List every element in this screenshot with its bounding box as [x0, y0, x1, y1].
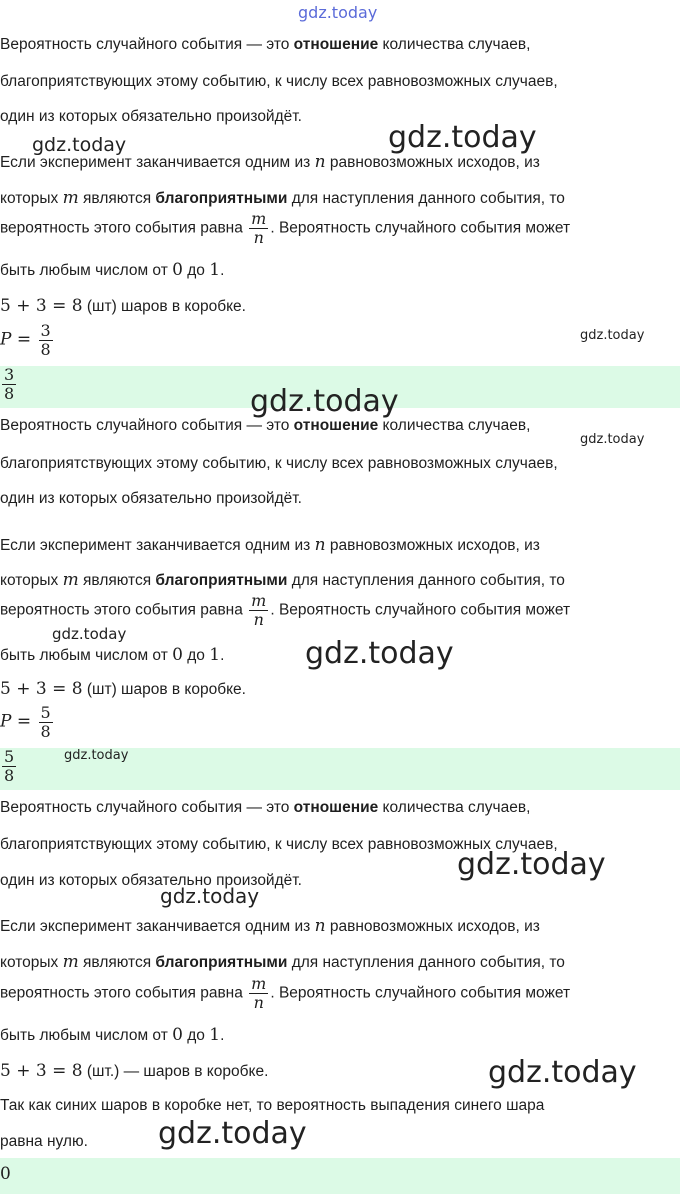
experiment-line: Если эксперимент заканчивается одним из n равновозможных исходов, из	[0, 916, 540, 936]
watermark: gdz.today	[580, 328, 645, 343]
watermark: gdz.today	[580, 432, 645, 447]
answer-box: $\frac{5}{8}$	[0, 748, 680, 790]
sum-line: 5 + 3 = 8 (шт) шаров в коробке.	[0, 679, 246, 699]
experiment-line: которых m являются благоприятными для наступления данного события, то	[0, 188, 565, 208]
watermark: gdz.today	[305, 636, 454, 671]
probability-fraction: $\frac{m}{n}$	[251, 209, 267, 247]
experiment-line: вероятность этого события равна $\frac{m}{n}$ . Вероятность случайного события может	[0, 591, 571, 629]
watermark: gdz.today	[488, 1055, 637, 1090]
definition-line: благоприятствующих этому событию, к числу всех равновозможных случаев,	[0, 455, 558, 472]
watermark: gdz.today	[457, 847, 606, 882]
conclusion-line: равна нулю.	[0, 1133, 88, 1150]
probability-line: P = $\frac{3}{8}$	[0, 321, 51, 359]
sum-line: 5 + 3 = 8 (шт) шаров в коробке.	[0, 296, 246, 316]
experiment-line: которых m являются благоприятными для наступления данного события, то	[0, 952, 565, 972]
probability-line: P = $\frac{5}{8}$	[0, 703, 51, 741]
definition-line: один из которых обязательно произойдёт.	[0, 490, 302, 507]
watermark: gdz.today	[32, 134, 127, 156]
sum-line: 5 + 3 = 8 (шт.) — шаров в коробке.	[0, 1061, 269, 1081]
watermark: gdz.today	[158, 1116, 307, 1151]
watermark: gdz.today	[388, 120, 537, 155]
probability-fraction: $\frac{m}{n}$	[251, 974, 267, 1012]
experiment-line: быть любым числом от 0 до 1.	[0, 260, 225, 280]
experiment-line: вероятность этого события равна $\frac{m}{n}$ . Вероятность случайного события может	[0, 974, 571, 1012]
watermark: gdz.today	[160, 884, 260, 908]
definition-line: один из которых обязательно произойдёт.	[0, 108, 302, 125]
answer-box: 0	[0, 1158, 680, 1194]
watermark: gdz.today	[250, 384, 399, 419]
definition-line: один из которых обязательно произойдёт.	[0, 872, 302, 889]
experiment-line: быть любым числом от 0 до 1.	[0, 1025, 225, 1045]
conclusion-line: Так как синих шаров в коробке нет, то вероятность выпадения синего шара	[0, 1097, 545, 1114]
probability-fraction: $\frac{m}{n}$	[251, 591, 267, 629]
watermark: gdz.today	[52, 625, 127, 643]
experiment-line: которых m являются благоприятными для наступления данного события, то	[0, 570, 565, 590]
experiment-line: Если эксперимент заканчивается одним из n равновозможных исходов, из	[0, 535, 540, 555]
watermark: gdz.today	[298, 3, 378, 22]
definition-line: Вероятность случайного события — это отношение количества случаев,	[0, 417, 531, 434]
definition-line: Вероятность случайного события — это отношение количества случаев,	[0, 799, 531, 816]
experiment-line: Если эксперимент заканчивается одним из n равновозможных исходов, из	[0, 152, 540, 172]
definition-line: благоприятствующих этому событию, к числу всех равновозможных случаев,	[0, 836, 558, 853]
definition-line: благоприятствующих этому событию, к числу всех равновозможных случаев,	[0, 73, 558, 90]
watermark: gdz.today	[64, 748, 129, 763]
definition-line: Вероятность случайного события — это отношение количества случаев,	[0, 36, 531, 53]
answer-box: $\frac{3}{8}$	[0, 366, 680, 408]
experiment-line: быть любым числом от 0 до 1.	[0, 645, 225, 665]
experiment-line: вероятность этого события равна $\frac{m}{n}$ . Вероятность случайного события может	[0, 209, 571, 247]
